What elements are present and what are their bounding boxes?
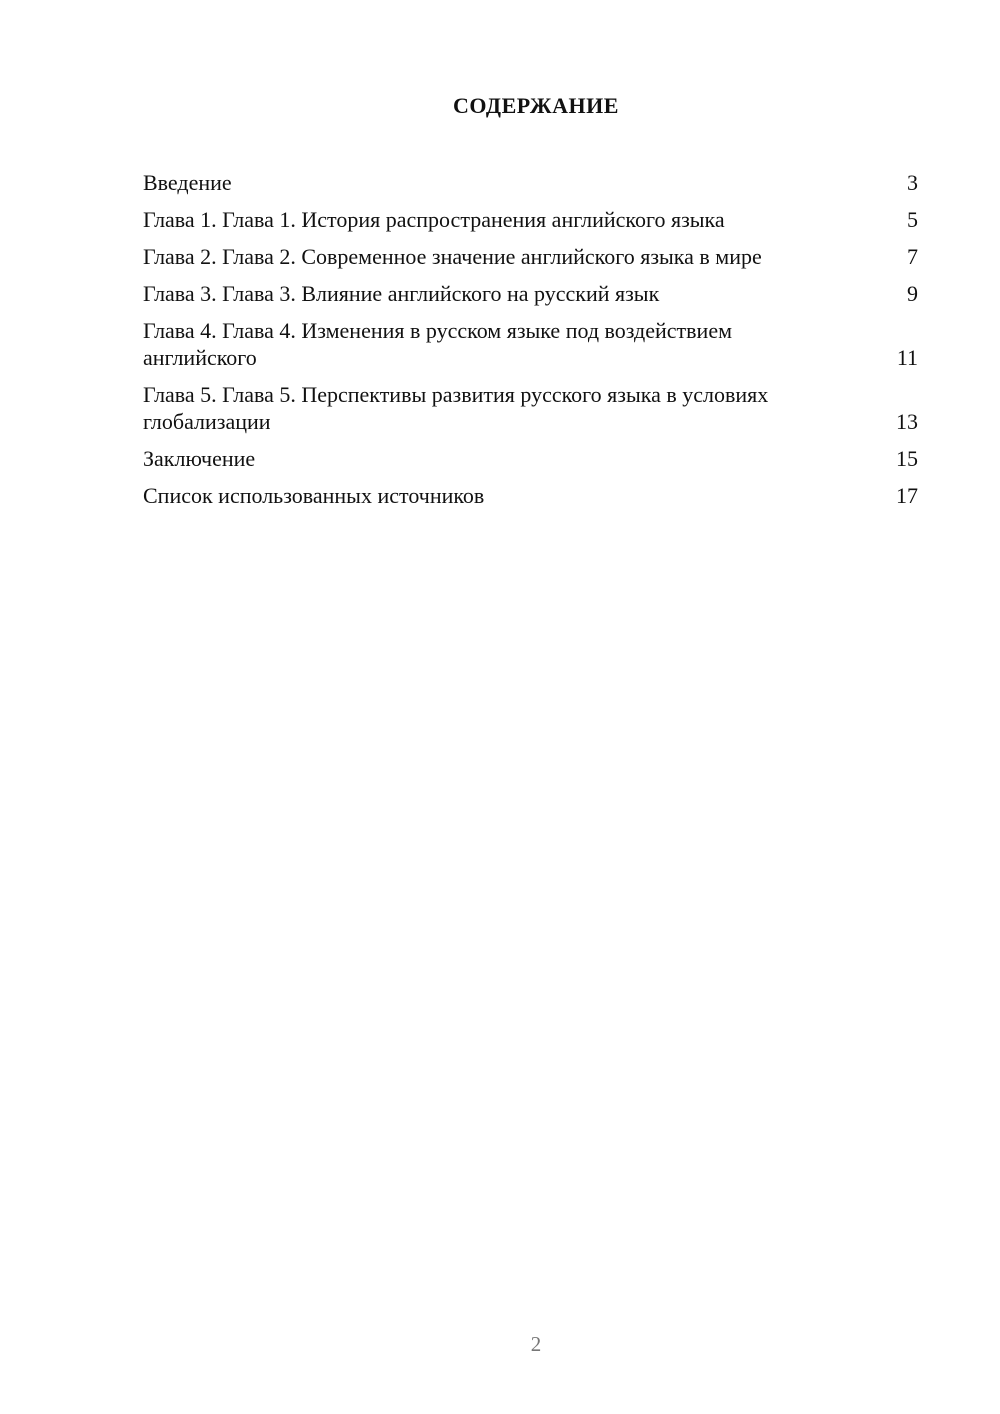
toc-entry-page: 7 xyxy=(907,244,918,269)
toc-entry-page: 13 xyxy=(896,409,918,434)
toc-entry-title: Глава 5. Глава 5. Перспективы развития русского языка в условиях глобализации xyxy=(143,382,769,434)
toc-entry-introduction xyxy=(143,169,918,196)
toc-entry-title: Глава 1. Глава 1. История распространения английского языка xyxy=(143,207,725,232)
toc-entry-title: Глава 4. Глава 4. Изменения в русском языке под воздействием английского xyxy=(143,318,733,370)
toc-entry-page: 3 xyxy=(907,170,918,195)
toc-entry-chapter-1 xyxy=(143,206,918,233)
toc-entry-page: 5 xyxy=(907,207,918,232)
toc-entry-title: Заключение xyxy=(143,446,256,471)
toc-entry-title: Глава 2. Глава 2. Современное значение английского языка в мире xyxy=(143,244,762,269)
toc-entry-chapter-5 xyxy=(143,381,918,435)
page-number: 2 xyxy=(530,1332,542,1356)
toc-entry-page: 9 xyxy=(907,281,918,306)
toc-entry-page: 15 xyxy=(896,446,918,471)
toc-entry-page: 11 xyxy=(896,345,918,370)
toc-entry-chapter-4 xyxy=(143,317,918,371)
toc-entry-title: Введение xyxy=(143,170,232,195)
toc-entry-chapter-3 xyxy=(143,280,918,307)
toc-entry-references xyxy=(143,482,918,509)
toc-entry-page: 17 xyxy=(896,483,918,508)
toc-entry-title: Глава 3. Глава 3. Влияние английского на русский язык xyxy=(143,281,660,306)
table-of-contents xyxy=(143,169,918,519)
toc-entry-title: Список использованных источников xyxy=(143,483,485,508)
toc-heading: СОДЕРЖАНИЕ xyxy=(453,93,619,118)
toc-entry-chapter-2 xyxy=(143,243,918,270)
toc-entry-conclusion xyxy=(143,445,918,472)
